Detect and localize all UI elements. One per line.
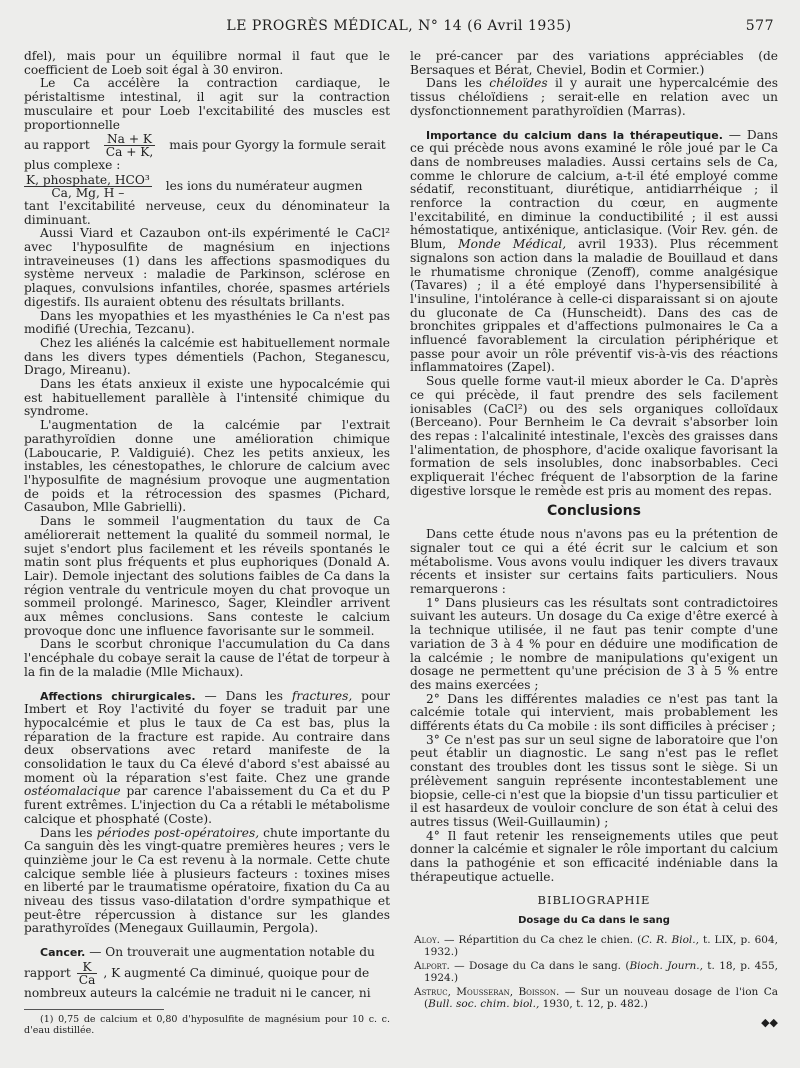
bibliography-heading: BIBLIOGRAPHIE	[537, 893, 651, 908]
paragraph: nombreux auteurs la calcémie ne traduit ni le cancer, ni	[24, 985, 371, 1000]
footnote-rule	[24, 1009, 164, 1010]
paragraph: 1° Dans plusieurs cas les résultats sont contradictoires suivant les auteurs. Un dosage du Ca exige d'être exercé à la technique utilisée, il ne faut pas tenir compte d'une variation de 3 à 4 % pour en déduire une modification de la calcémie ; le nombre de manipulations qu'exigent un dosage ne permettent qu'une précision de 3 à 5 % entre des mains exercées ;	[410, 595, 778, 692]
bibliography-subheading: Dosage du Ca dans le sang	[518, 915, 670, 927]
journal-title: LE PROGRÈS MÉDICAL, N° 14 (6 Avril 1935)	[226, 18, 572, 34]
section-therapy: Importance du calcium dans la thérapeutique. — Dans ce qui précède nous avons examiné le rôle joué par le Ca dans de nombreuses maladies. Aussi certains sels de Ca, comme le chlorure de calcium, a-t-il été employé comme sédatif, reconstituant, diurétique, antidiarrhéique ; il renforce la contraction du cœur, en augmente l'excitabilité, en diminue la conductibilité ; il est aussi hémostatique, antixénique, anticlasique. (Voir Rev. gén. de Blum, Monde Médical, avril 1933). Plus récemment signalons son action dans la maladie de Bouillaud et dans le rhumatisme chronique (Zenoff), comme analgésique (Tavares) ; il a été employé dans l'hypersensibilité à l'insuline, l'intolérance à celle-ci disparaissant si on ajoute du gluconate de Ca (Hunscheidt). Dans des cas de bronchites grippales et d'affections pulmonaires le Ca a influencé favorablement la circulation périphérique et passe pour avoir un rôle préventif vis-à-vis des réactions inflammatoires (Zapel).	[410, 127, 779, 375]
paragraph: Chez les aliénés la calcémie est habituellement normale dans les divers types démentiels (Pachon, Steganescu, Drago, Mireanu).	[24, 335, 390, 378]
ornament-icon: ◆◆	[761, 1015, 778, 1029]
conclusions-heading: Conclusions	[547, 502, 641, 519]
paragraph: le pré-cancer par des variations appréciables (de Bersaques et Bérat, Cheviel, Bodin et Cormier.)	[410, 49, 778, 77]
paragraph: Dans les chéloïdes il y aurait une hypercalcémie des tissus chéloïdiens ; serait-elle en relation avec un dysfonctionnement parathyroïdien (Marras).	[410, 76, 778, 118]
paragraph: tant l'excitabilité nerveuse, ceux du dénominateur la diminuant.	[24, 198, 390, 227]
bib-entry: Aloy. — Répartition du Ca chez le chien. (C. R. Biol., t. LIX, p. 604, 1932.)	[414, 933, 778, 958]
section-heading: Importance du calcium dans la thérapeutique.	[426, 128, 723, 142]
paragraph: Dans le scorbut chronique l'accumulation du Ca dans l'encéphale du cobaye serait la cause de l'état de torpeur à la fin de la maladie (Mlle Michaux).	[24, 637, 390, 679]
bib-entry: Alport. — Dosage du Ca dans le sang. (Bioch. Journ., t. 18, p. 455, 1924.)	[414, 959, 779, 984]
formula-gyorgy: $\frac{\text{K, phosphate, HCO³}}{Ca, Mg, H -}$ les ions du numérateur augmen	[26, 172, 363, 200]
paragraph: Le Ca accélère la contraction cardiaque, le péristaltisme intestinal, il agit sur la contraction musculaire et pour Loeb l'excitabilité des muscles est proportionnelle	[24, 76, 390, 132]
paragraph: dfel), mais pour un équilibre normal il faut que le coefficient de Loeb soit égal à 30 environ.	[24, 49, 390, 77]
footnote: (1) 0,75 de calcium et 0,80 d'hyposulfite de magnésium pour 10 c. c. d'eau distillée.	[24, 1013, 390, 1036]
paragraph: Dans cette étude nous n'avons pas eu la prétention de signaler tout ce qui a été écrit sur le calcium et son métabolisme. Vous avons voulu indiquer les divers travaux récents et insister sur certains faits particuliers. Nous remarquerons :	[410, 527, 778, 597]
bib-entry: Astruc, Mousseran, Boisson. — Sur un nouveau dosage de l'ion Ca (Bull. soc. chim. biol., 1930, t. 12, p. 482.)	[414, 985, 779, 1010]
section-heading: Cancer.	[40, 946, 86, 960]
running-header	[24, 18, 774, 40]
paragraph: Dans le sommeil l'augmentation du taux de Ca améliorerait nettement la qualité du sommeil normal, le sujet s'endort plus facilement et les réveils spontanés le matin sont plus fréquents et plus euphoriques (Donald A. Lair). Demole injectant des solutions faibles de Ca dans la région ventrale du ventricule moyen du chat provoque un sommeil prolongé. Marinesco, Sager, Kleindler arrivent aux mêmes conclusions. Sans conteste le calcium provoque donc une influence favorisante sur le sommeil.	[24, 514, 390, 638]
formula-k-ca: rapport $\frac{K}{Ca}$ , K augmenté Ca diminué, quoique pour de	[24, 959, 370, 987]
section-cancer: Cancer. — On trouverait une augmentation notable du	[40, 945, 375, 960]
paragraph: Dans les myopathies et les myasthénies le Ca n'est pas modifié (Urechia, Tezcanu).	[24, 308, 390, 337]
paragraph: 3° Ce n'est pas sur un seul signe de laboratoire que l'on peut établir un diagnostic. Le sang n'est pas le reflet constant des troubles dont les tissus sont le siège. Si un prélèvement sanguin représente incontestablement une biopsie, celle-ci n'est que la biopsie d'un tissu particulier et il est hasardeux de vouloir conclure de son état à celui des autres tissus (Weil-Guillaumin) ;	[410, 732, 778, 829]
paragraph: Aussi Viard et Cazaubon ont-ils expérimenté le CaCl² avec l'hyposulfite de magnésium en injections intraveineuses (1) dans les affections spasmodiques du système nerveux : maladie de Parkinson, sclérose en plaques, convulsions infantiles, chorée, spasmes artériels digestifs. Ils auraient obtenu des résultats brillants.	[24, 226, 390, 309]
paragraph: plus complexe :	[24, 158, 121, 173]
formula-loeb: au rapport $\frac{Na + K}{Ca + K,}$ mais pour Gyorgy la formule serait	[24, 132, 386, 160]
left-column	[24, 50, 390, 1036]
section-heading: Affections chirurgicales.	[40, 689, 196, 703]
paragraph: Dans les états anxieux il existe une hypocalcémie qui est habituellement parallèle à l'intensité chimique du syndrome.	[24, 377, 390, 419]
section-surgery: Affections chirurgicales. — Dans les fractures, pour Imbert et Roy l'activité du foyer se traduit par une hypocalcémie et plus le taux de Ca est bas, plus la réparation de la fracture est rapide. Au contraire dans deux observations avec retard manifeste de la consolidation le taux du Ca élevé d'abord s'est abaissé au moment où la réparation s'est faite. Chez une grande ostéomalacique par carence l'abaissement du Ca et du P furent extrêmes. L'injection du Ca a rétabli le métabolisme calcique et phosphaté (Coste).	[24, 688, 390, 826]
paragraph: L'augmentation de la calcémie par l'extrait parathyroïdien donne une amélioration chimique (Laboucarie, P. Valdiguié). Chez les petits anxieux, les instables, les cénestopathes, le chlorure de calcium avec l'hyposulfite de magnésium provoque une augmentation de poids et la rétrocession des spasmes (Pichard, Casaubon, Mlle Gabrielli).	[24, 418, 390, 515]
paragraph: 4° Il faut retenir les renseignements utiles que peut donner la calcémie et signaler le rôle important du calcium dans la pathogénie et son efficacité indéniable dans la thérapeutique actuelle.	[410, 828, 778, 884]
paragraph: Sous quelle forme vaut-il mieux aborder le Ca. D'après ce qui précède, il faut prendre des sels facilement ionisables (CaCl²) ou des sels organiques colloïdaux (Berceano). Pour Bernheim le Ca devrait s'absorber loin des repas : l'alcalinité intestinale, l'excès des graisses dans l'alimentation, de phosphore, d'acide oxalique favorisant la formation de sels insolubles, donc inabsorbables. Ceci expliquerait l'échec fréquent de l'absorption de la farine digestive lorsque le remède est pris au moment des repas.	[410, 374, 778, 498]
paragraph: Dans les périodes post-opératoires, chute importante du Ca sanguin dès les vingt-quatre premières heures ; vers le quinzième jour le Ca est revenu à la normale. Cette chute calcique semble liée à plusieurs facteurs : toxines mises en liberté par le traumatisme opératoire, fixation du Ca au niveau des tissus vaso-dilatation d'ordre sympathique et peut-être répercussion à distance sur les glandes parathyroïdes (Menegaux Guillaumin, Pergola).	[24, 825, 390, 936]
right-column	[410, 50, 778, 1030]
paragraph: 2° Dans les différentes maladies ce n'est pas tant la calcémie totale qui intervient, mais probablement les différents états du Ca mobile : ils sont difficiles à préciser ;	[410, 691, 778, 734]
page-number: 577	[745, 18, 774, 34]
